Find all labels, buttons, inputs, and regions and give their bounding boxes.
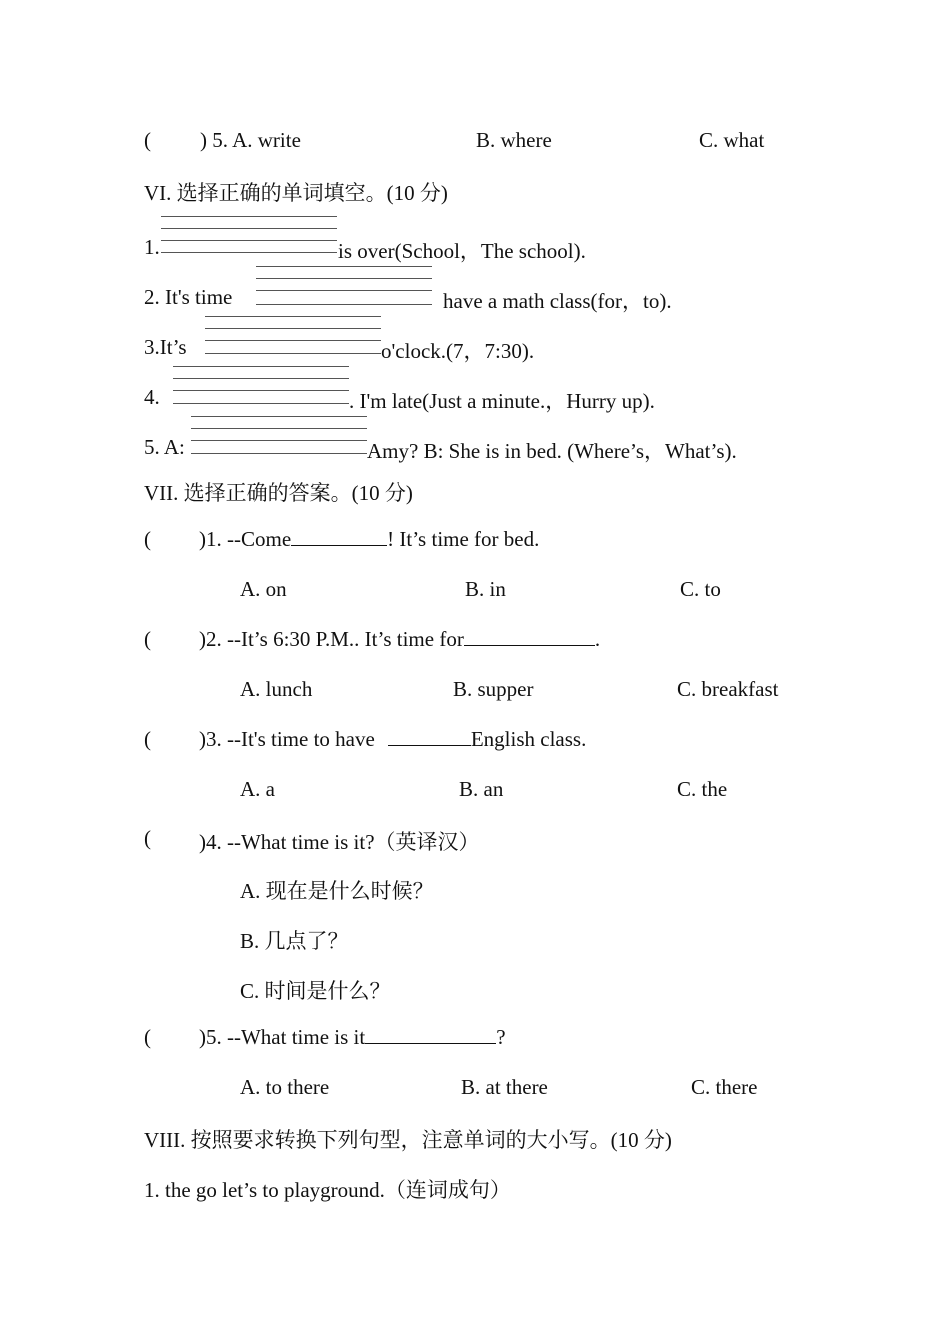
blank-line: [191, 416, 367, 417]
section8-heading: VIII. 按照要求转换下列句型，注意单词的大小写。(10 分): [144, 1128, 672, 1152]
s6-item4-prefix: 4.: [144, 385, 160, 409]
q1-blank: [291, 527, 387, 546]
blank-line: [173, 390, 349, 391]
blank-line: [256, 304, 432, 305]
s6-item5-suffix: Amy? B: She is in bed. (Where’s，What’s).: [367, 439, 737, 463]
s6-item2-suffix: have a math class(for，to).: [443, 289, 672, 313]
blank-line: [256, 290, 432, 291]
q1-option-b: B. in: [465, 577, 506, 601]
q4-option-c: C. 时间是什么？: [240, 979, 391, 1003]
q2-blank: [464, 627, 595, 646]
q5-text-b: ?: [496, 1025, 506, 1049]
blank-line: [161, 216, 337, 217]
q3-option-a: A. a: [240, 777, 275, 801]
s6-item1-suffix: is over(School，The school).: [338, 239, 586, 263]
s8-q1: 1. the go let’s to playground.（连词成句）: [144, 1178, 511, 1202]
blank-line: [173, 366, 349, 367]
s6-item5-prefix: 5. A:: [144, 435, 185, 459]
q5-option-a: A. to there: [240, 1075, 330, 1099]
section6-heading: VI. 选择正确的单词填空。(10 分): [144, 181, 448, 205]
blank-line: [161, 240, 337, 241]
top-item-option-a: ) 5. A. write: [200, 128, 301, 152]
q3-text-a: )3. --It's time to have: [199, 727, 375, 751]
q2-option-b: B. supper: [453, 677, 534, 701]
blank-line: [191, 440, 367, 441]
blank-line: [205, 316, 381, 317]
s6-item2-prefix: 2. It's time: [144, 285, 233, 309]
q4-option-b: B. 几点了？: [240, 929, 349, 953]
blank-line: [256, 278, 432, 279]
q5-option-c: C. there: [691, 1075, 758, 1099]
s6-item3-suffix: o'clock.(7，7:30).: [381, 339, 535, 363]
q1-text-b: ! It’s time for bed.: [387, 527, 540, 551]
blank-line: [191, 428, 367, 429]
q5-blank: [365, 1025, 496, 1044]
top-item-paren: (: [144, 128, 151, 152]
q5-text-a: )5. --What time is it: [199, 1025, 366, 1049]
q5-paren: (: [144, 1025, 151, 1049]
q1-paren: (: [144, 527, 151, 551]
s6-item4-suffix: . I'm late(Just a minute.，Hurry up).: [349, 389, 655, 413]
blank-line: [161, 228, 337, 229]
q3-paren: (: [144, 727, 151, 751]
q4-stem: )4. --What time is it?（英译汉）: [199, 830, 480, 854]
q3-text-b: English class.: [470, 727, 587, 751]
q3-option-c: C. the: [677, 777, 728, 801]
q2-text-b: .: [594, 627, 601, 651]
q5-option-b: B. at there: [461, 1075, 548, 1099]
q1-stem: [199, 527, 539, 552]
blank-line: [205, 328, 381, 329]
q2-stem: [199, 627, 600, 652]
s6-item3-prefix: 3.It’s: [144, 335, 187, 359]
top-item-option-b: B. where: [476, 128, 552, 152]
q3-blank: [388, 727, 471, 746]
section7-heading: VII. 选择正确的答案。(10 分): [144, 481, 413, 505]
q4-paren: (: [144, 826, 151, 850]
q2-option-a: A. lunch: [240, 677, 313, 701]
q2-option-c: C. breakfast: [677, 677, 779, 701]
blank-line: [173, 378, 349, 379]
q5-stem: [199, 1025, 506, 1050]
blank-line: [173, 403, 349, 404]
q3-stem: [199, 727, 586, 752]
q3-option-b: B. an: [459, 777, 504, 801]
q2-paren: (: [144, 627, 151, 651]
q2-text-a: )2. --It’s 6:30 P.M.. It’s time for: [199, 627, 464, 651]
blank-line: [205, 340, 381, 341]
q1-option-c: C. to: [680, 577, 721, 601]
blank-line: [205, 353, 381, 354]
blank-line: [191, 453, 367, 454]
blank-line: [161, 252, 337, 253]
s6-item1-prefix: 1.: [144, 235, 160, 259]
q1-text-a: )1. --Come: [199, 527, 292, 551]
q4-option-a: A. 现在是什么时候？: [240, 879, 434, 903]
q1-option-a: A. on: [240, 577, 287, 601]
blank-line: [256, 266, 432, 267]
top-item-option-c: C. what: [699, 128, 765, 152]
